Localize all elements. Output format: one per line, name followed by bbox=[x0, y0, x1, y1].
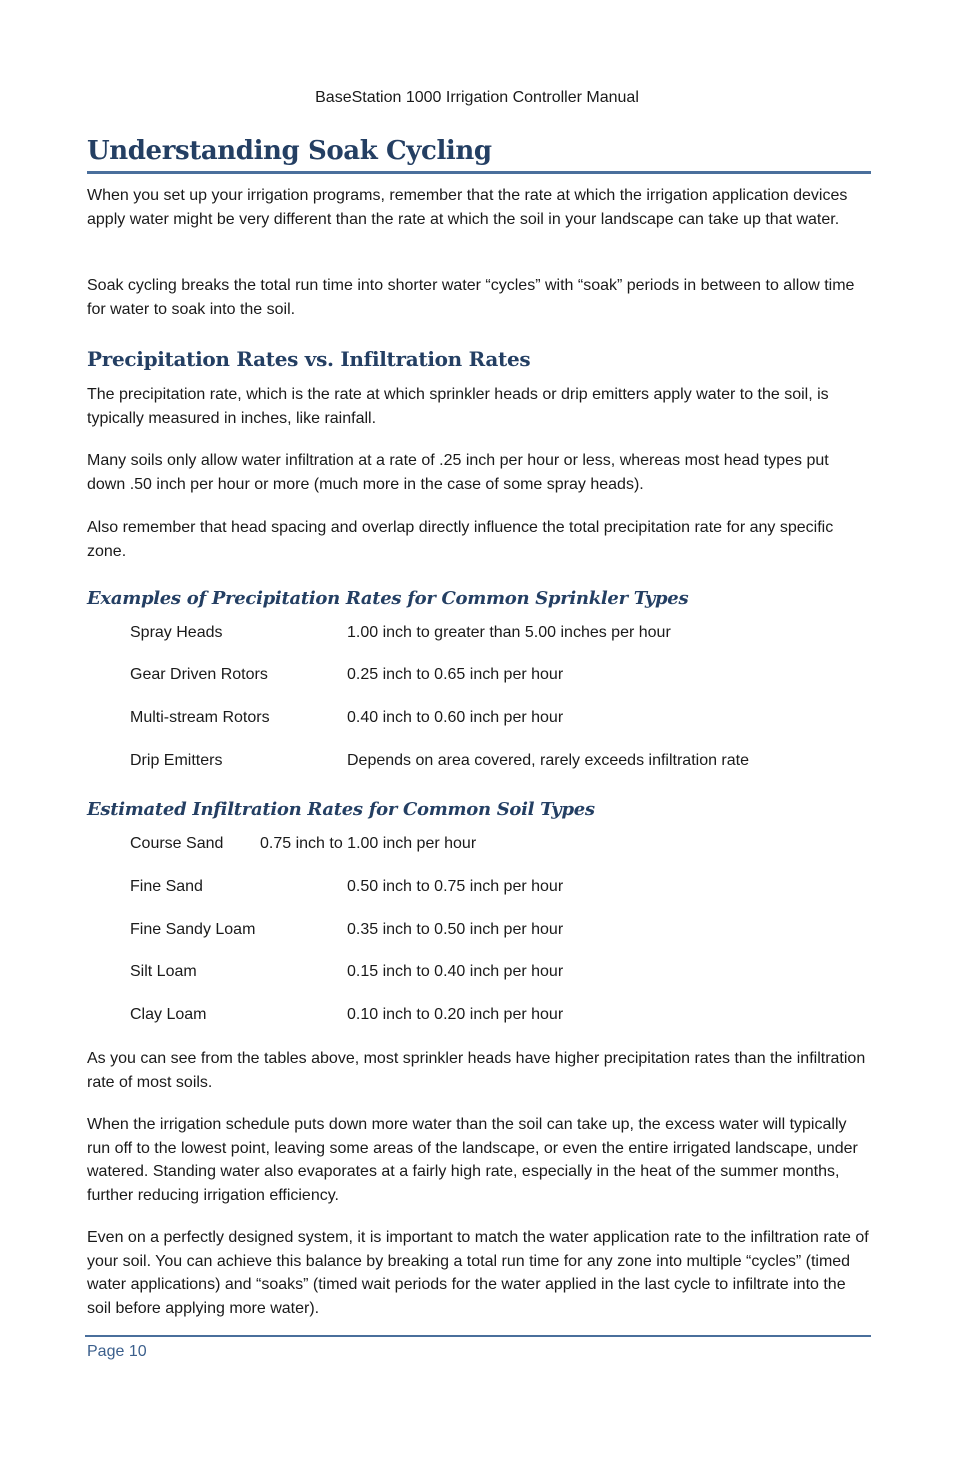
sprinkler-type: Drip Emitters bbox=[130, 752, 223, 769]
sprinkler-type: Gear Driven Rotors bbox=[130, 666, 268, 683]
soil-type: Clay Loam bbox=[130, 1006, 207, 1023]
sprinkler-type: Spray Heads bbox=[130, 624, 223, 641]
soil-type: Course Sand bbox=[130, 835, 224, 852]
precipitation-rate: 0.40 inch to 0.60 inch per hour bbox=[347, 709, 564, 726]
subsection-title: Precipitation Rates vs. Infiltration Rates bbox=[87, 347, 531, 371]
subsection-paragraph-1: The precipitation rate, which is the rate at which sprinkler heads or drip emitters apply water to the soil, is typically measured in inches, like rainfall. bbox=[87, 386, 829, 427]
soil-type: Fine Sandy Loam bbox=[130, 921, 256, 938]
closing-paragraph-3: Even on a perfectly designed system, it is important to match the water application rate to the infiltration rate of your soil. You can achieve this balance by breaking a total run time for any zone into multiple “cycles” (timed water applications) and “soaks” (timed wait periods for the water applied in the last cycle to infiltrate into the soil before applying more water). bbox=[87, 1229, 869, 1317]
subsection-paragraph-3: Also remember that head spacing and overlap directly influence the total precipitation rate for any specific zone. bbox=[87, 519, 834, 560]
page-number: Page 10 bbox=[87, 1343, 147, 1360]
section-title: Understanding Soak Cycling bbox=[87, 134, 871, 174]
intro-paragraph-1: When you set up your irrigation programs, remember that the rate at which the irrigation application devices apply water might be very different than the rate at which the soil in your landscape can take up that water. bbox=[87, 187, 848, 228]
infiltration-rate: 0.10 inch to 0.20 inch per hour bbox=[347, 1006, 564, 1023]
sprinkler-table-title: Examples of Precipitation Rates for Common Sprinkler Types bbox=[87, 588, 689, 609]
infiltration-rate: 0.35 inch to 0.50 inch per hour bbox=[347, 921, 564, 938]
running-header: BaseStation 1000 Irrigation Controller Manual bbox=[315, 89, 639, 106]
soil-table-title: Estimated Infiltration Rates for Common Soil Types bbox=[87, 799, 595, 820]
precipitation-rate: 1.00 inch to greater than 5.00 inches per hour bbox=[347, 624, 671, 641]
precipitation-rate: Depends on area covered, rarely exceeds infiltration rate bbox=[347, 752, 749, 769]
sprinkler-type: Multi-stream Rotors bbox=[130, 709, 270, 726]
soil-type: Fine Sand bbox=[130, 878, 203, 895]
precipitation-rate: 0.25 inch to 0.65 inch per hour bbox=[347, 666, 564, 683]
infiltration-rate: 0.15 inch to 0.40 inch per hour bbox=[347, 963, 564, 980]
infiltration-rate: 0.50 inch to 0.75 inch per hour bbox=[347, 878, 564, 895]
closing-paragraph-2: When the irrigation schedule puts down more water than the soil can take up, the excess water will typically run off to the lowest point, leaving some areas of the landscape, or even the entire irrigated landscape, under watered. Standing water also evaporates at a fairly high rate, especially in the heat of the summer months, further reducing irrigation efficiency. bbox=[87, 1116, 858, 1204]
closing-paragraph-1: As you can see from the tables above, most sprinkler heads have higher precipitation rates than the infiltration rate of most soils. bbox=[87, 1050, 866, 1091]
infiltration-rate: 0.75 inch to 1.00 inch per hour bbox=[260, 835, 477, 852]
footer-rule bbox=[85, 1335, 871, 1337]
soil-type: Silt Loam bbox=[130, 963, 197, 980]
intro-paragraph-2: Soak cycling breaks the total run time into shorter water “cycles” with “soak” periods in between to allow time for water to soak into the soil. bbox=[87, 277, 855, 318]
subsection-paragraph-2: Many soils only allow water infiltration at a rate of .25 inch per hour or less, whereas most head types put down .50 inch per hour or more (much more in the case of some spray heads). bbox=[87, 452, 829, 493]
